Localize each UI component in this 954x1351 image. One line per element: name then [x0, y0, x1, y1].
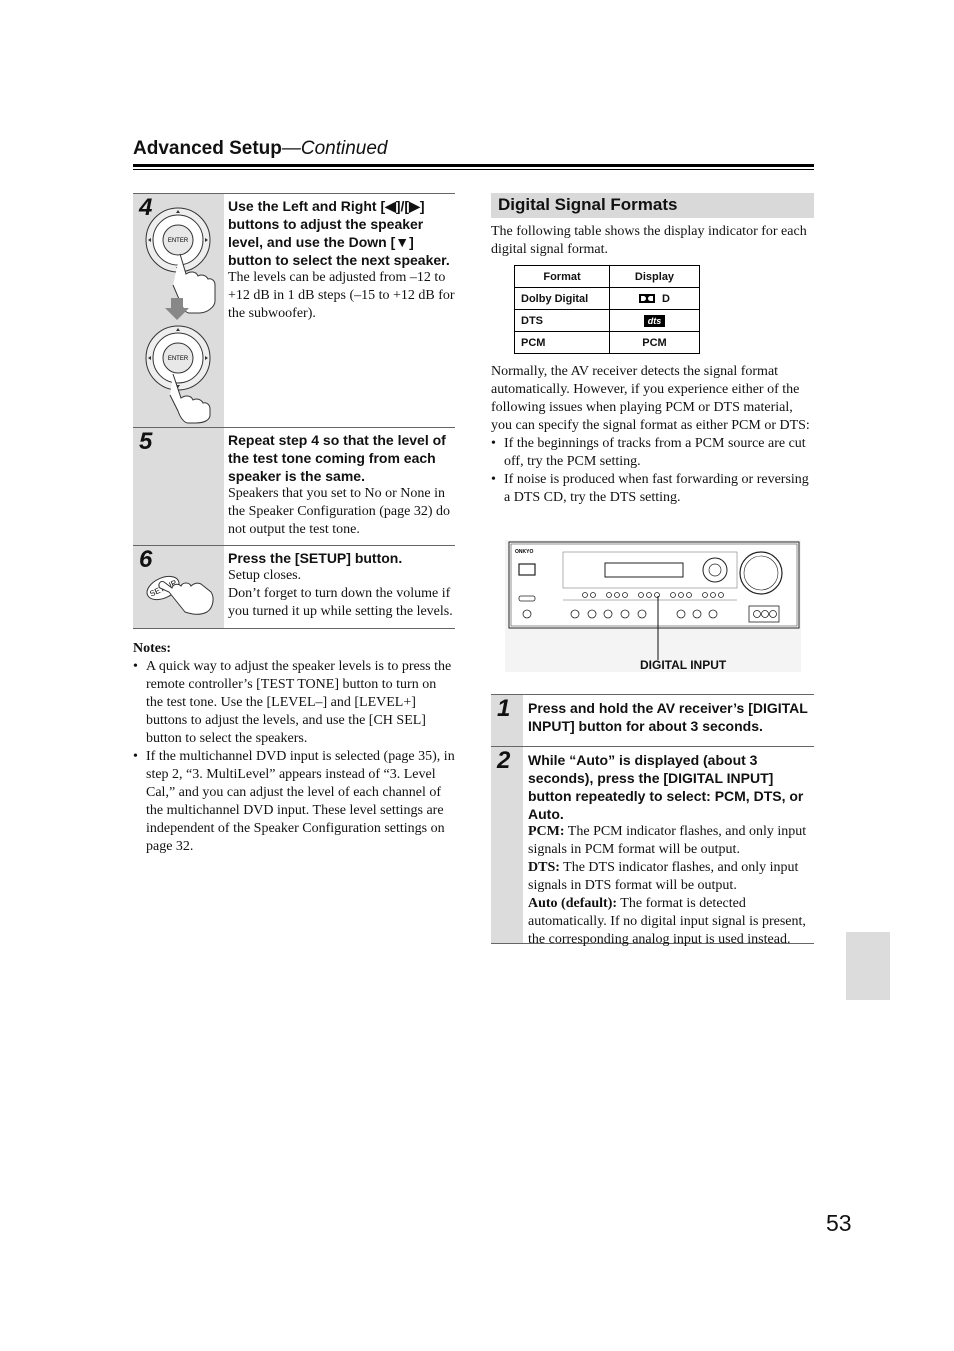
- notes-list: [133, 658, 455, 856]
- dolby-logo-icon: [639, 294, 655, 303]
- step-6-panel: [133, 546, 224, 628]
- dts-label: DTS:: [528, 860, 560, 875]
- enter-button-illustration: [133, 194, 224, 427]
- auto-text: The format is detected automatically. If no digital input signal is present, the corresponding analog input is used instead.: [528, 896, 806, 947]
- format-table: [514, 265, 700, 354]
- step-4-illustration: [133, 194, 224, 427]
- step-6-body1: Setup closes.: [228, 568, 302, 583]
- format-bullets: [491, 435, 814, 507]
- brand-logo: ONKYO: [515, 549, 534, 555]
- step-number: 5: [139, 428, 153, 455]
- table-cell: Dolby Digital: [515, 288, 610, 310]
- format-explanation: [491, 363, 814, 507]
- setup-label: SET UP: [148, 578, 179, 599]
- note-item: • A quick way to adjust the speaker levels is to press the remote controller’s [TEST TONE] button to turn on the test tone. Use the [LEVEL–] and [LEVEL+] buttons to adjust the levels, and use the [CH SEL] button to select the speakers.: [133, 658, 455, 748]
- format-bullet: • If noise is produced when fast forwarding or reversing a DTS CD, try the DTS setting.: [491, 471, 814, 507]
- notes: [133, 640, 455, 856]
- header-title: Advanced Setup: [133, 138, 282, 159]
- right-step-1-panel: [491, 695, 523, 746]
- pcm-label: PCM:: [528, 824, 565, 839]
- header-rule-thick: [133, 164, 814, 167]
- table-header-row: [515, 266, 700, 288]
- side-tab: [846, 932, 890, 1000]
- step-6-body2: Don’t forget to turn down the volume if you turned it up while setting the levels.: [228, 586, 453, 619]
- step-4: [133, 194, 455, 428]
- right-step-2-instruction: While “Auto” is displayed (about 3 seconds), press the [DIGITAL INPUT] button repeatedly to select: PCM, DTS, or Auto.: [528, 752, 804, 822]
- step-number: 6: [139, 546, 153, 573]
- format-bullet: • If the beginnings of tracks from a PCM source are cut off, try the PCM setting.: [491, 435, 814, 471]
- table-header: Display: [610, 266, 700, 288]
- table-row: [515, 310, 700, 332]
- step-5-instruction: Repeat step 4 so that the level of the test tone coming from each speaker is the same.: [228, 432, 446, 484]
- step-5-body: Speakers that you set to No or None in the Speaker Configuration (page 32) do not output the test tone.: [228, 486, 450, 537]
- step-4-text: [224, 194, 455, 427]
- step-4-body: The levels can be adjusted from –12 to +12 dB in 1 dB steps (–15 to +12 dB for the subwoofer).: [228, 270, 455, 321]
- section-heading: Digital Signal Formats: [491, 193, 814, 218]
- table-cell: DTS: [515, 310, 610, 332]
- av-receiver-illustration: [505, 540, 801, 672]
- right-step-1-text: [523, 695, 814, 746]
- pcm-text: The PCM indicator flashes, and only input signals in PCM format will be output.: [528, 824, 807, 857]
- right-step-1-instruction: Press and hold the AV receiver’s [DIGITAL INPUT] button for about 3 seconds.: [528, 700, 808, 734]
- header-continued: —Continued: [281, 138, 388, 159]
- table-row: [515, 332, 700, 354]
- dts-option: [528, 859, 814, 895]
- enter-label: ENTER: [167, 238, 189, 244]
- step-6: [133, 546, 455, 629]
- auto-label: Auto (default):: [528, 896, 618, 911]
- enter-label-2: ENTER: [167, 356, 189, 362]
- right-step-2-panel: [491, 747, 523, 943]
- step-6-text: [224, 546, 455, 628]
- dolby-display-text: D: [662, 292, 670, 305]
- page-header: [133, 138, 814, 160]
- step-5-text: [224, 428, 455, 545]
- step-4-instruction: Use the Left and Right [◀]/[▶] buttons to adjust the speaker level, and use the Down [▼] button to select the next speaker.: [228, 198, 450, 268]
- dts-display-cell: [610, 310, 700, 332]
- right-step-1: [491, 695, 814, 747]
- step-6-instruction: Press the [SETUP] button.: [228, 550, 403, 566]
- note-item: • If the multichannel DVD input is selected (page 35), in step 2, “3. MultiLevel” appears instead of “3. Level Cal,” and you can adjust the level of each channel of the multichannel DVD input. These level settings are independent of the Speaker Configuration settings on page 32.: [133, 748, 455, 856]
- auto-option: [528, 895, 814, 949]
- section-intro: The following table shows the display indicator for each digital signal format.: [491, 224, 807, 257]
- table-cell: PCM: [610, 332, 700, 354]
- pcm-option: [528, 823, 814, 859]
- table-cell: PCM: [515, 332, 610, 354]
- digital-signal-formats: [491, 193, 814, 349]
- notes-heading: Notes:: [133, 641, 172, 656]
- table-header: Format: [515, 266, 610, 288]
- step-number: 1: [497, 695, 511, 722]
- step-5: [133, 428, 455, 546]
- dts-logo-icon: dts: [644, 315, 666, 327]
- left-steps: [133, 193, 455, 629]
- step-number: 4: [139, 194, 153, 221]
- right-step-2-text: [523, 747, 814, 947]
- digital-input-callout: DIGITAL INPUT: [640, 658, 727, 672]
- format-paragraph: Normally, the AV receiver detects the signal format automatically. However, if you experience either of the following issues when playing PCM or DTS material, you can specify the signal format as either PCM or DTS:: [491, 364, 810, 433]
- dolby-display-cell: [610, 288, 700, 310]
- table-row: [515, 288, 700, 310]
- dts-text: The DTS indicator flashes, and only input signals in DTS format will be output.: [528, 860, 799, 893]
- step-5-panel: [133, 428, 224, 545]
- step-number: 2: [497, 747, 511, 774]
- right-steps: [491, 694, 814, 947]
- right-step-2: [491, 747, 814, 947]
- header-rule-thin: [133, 169, 814, 170]
- page-number: 53: [826, 1210, 852, 1236]
